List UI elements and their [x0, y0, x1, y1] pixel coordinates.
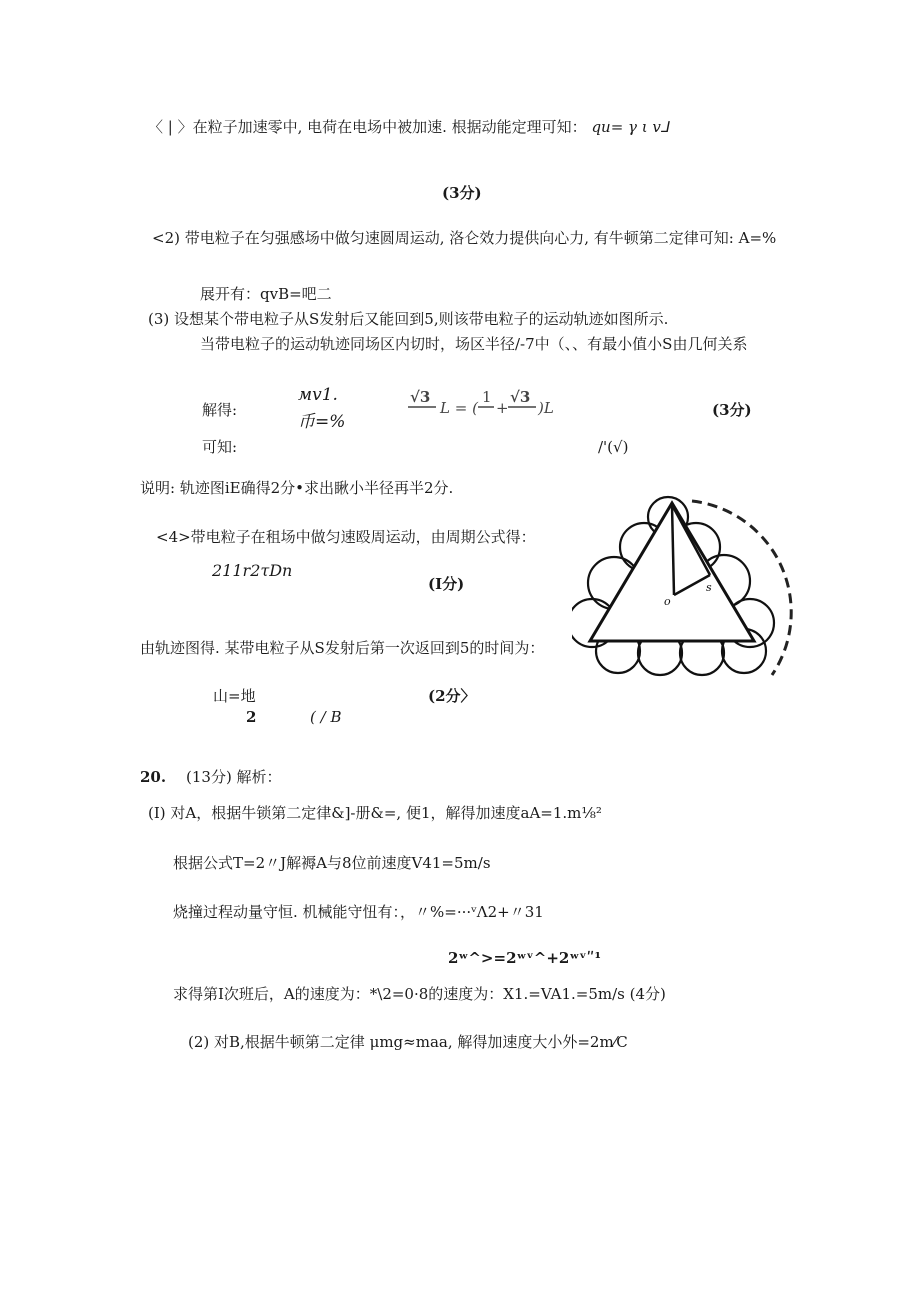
- answer-line-1: (I) 对A，根据牛锁第二定律&]-册&=, 便1，解得加速度aA=1.m⅛²: [148, 804, 602, 822]
- score-line-5: (2分〉: [428, 687, 476, 705]
- svg-text:)L: )L: [538, 399, 554, 417]
- geometry-formula: [406, 385, 556, 429]
- know-label: 可知:: [202, 438, 238, 456]
- solve-frac-bottom: 币=%: [298, 412, 346, 432]
- score-line-4: (I分): [428, 575, 465, 593]
- svg-text:L = (: L = (: [440, 399, 478, 417]
- svg-text:√3: √3: [410, 388, 431, 406]
- q20-number: 20.: [140, 768, 167, 786]
- text-line-1-formula: qu= γ ι v⅃: [591, 118, 670, 136]
- text-line-1: [148, 117, 669, 137]
- solve-frac-top: мv1.: [298, 385, 338, 405]
- score-line-3: (3分): [712, 401, 752, 419]
- svg-text:1: 1: [482, 388, 492, 406]
- text-line-5: 当带电粒子的运动轨迹同场区内切时，场区半径/-7中（、、有最小值小S由几何关系: [200, 335, 748, 353]
- time-formula-den: ( / B: [310, 708, 342, 726]
- know-mark: /'(√): [598, 438, 629, 456]
- text-line-2: <2) 带电粒子在匀强感场中做匀速圆周运动, 洛仑效力提供向心力, 有牛顿第二定律可知: A=%: [152, 229, 777, 247]
- label-s: s: [706, 581, 712, 594]
- text-line-9: <4>带电粒子在租场中做匀速殴周运动，由周期公式得：: [156, 528, 536, 546]
- answer-line-3: 烧撞过程动量守恒. 机械能守忸有：，〃%=···ᵛΛ2+〃31: [173, 903, 544, 921]
- solve-label: 解得:: [202, 401, 238, 419]
- svg-text:+: +: [496, 399, 509, 417]
- time-formula-top: 山=地: [213, 687, 256, 705]
- text-line-1-content: 〈 | 〉在粒子加速零中, 电荷在电场中被加速. 根据动能定理可知：: [148, 118, 587, 136]
- text-line-3: 展开有：qvB=吧二: [200, 285, 332, 303]
- answer-line-2: 根据公式T=2〃J解褥A与8位前速度V41=5m/s: [173, 854, 491, 872]
- text-line-4: (3) 设想某个带电粒子从S发射后又能回到5,则该带电粒子的运动轨迹如图所示.: [148, 310, 669, 328]
- answer-line-5: 求得第I次班后，A的速度为：*\2=0·8的速度为：X1.=VA1.=5m/s (4分): [173, 985, 666, 1003]
- q20-heading: (13分) 解析：: [186, 768, 282, 786]
- answer-line-6: (2) 对B,根据牛顿第二定律 μmg≈maa, 解得加速度大小外=2m⁄C: [188, 1033, 628, 1051]
- label-o: o: [664, 595, 671, 608]
- trajectory-figure: [572, 493, 802, 685]
- time-formula-num: 2: [246, 708, 257, 726]
- answer-line-4: 2ʷ^>=2ʷᵛ^+2ʷᵛʺ¹: [448, 949, 602, 967]
- note-line: 说明: 轨迹图iE确得2分•求出瞅小半径再半2分.: [140, 479, 454, 497]
- score-line-1: (3分): [442, 184, 482, 202]
- period-formula: 211r2τDn: [212, 561, 293, 580]
- text-line-11: 由轨迹图得. 某带电粒子从S发射后第一次返回到5的时间为：: [140, 639, 545, 657]
- svg-text:√3: √3: [510, 388, 531, 406]
